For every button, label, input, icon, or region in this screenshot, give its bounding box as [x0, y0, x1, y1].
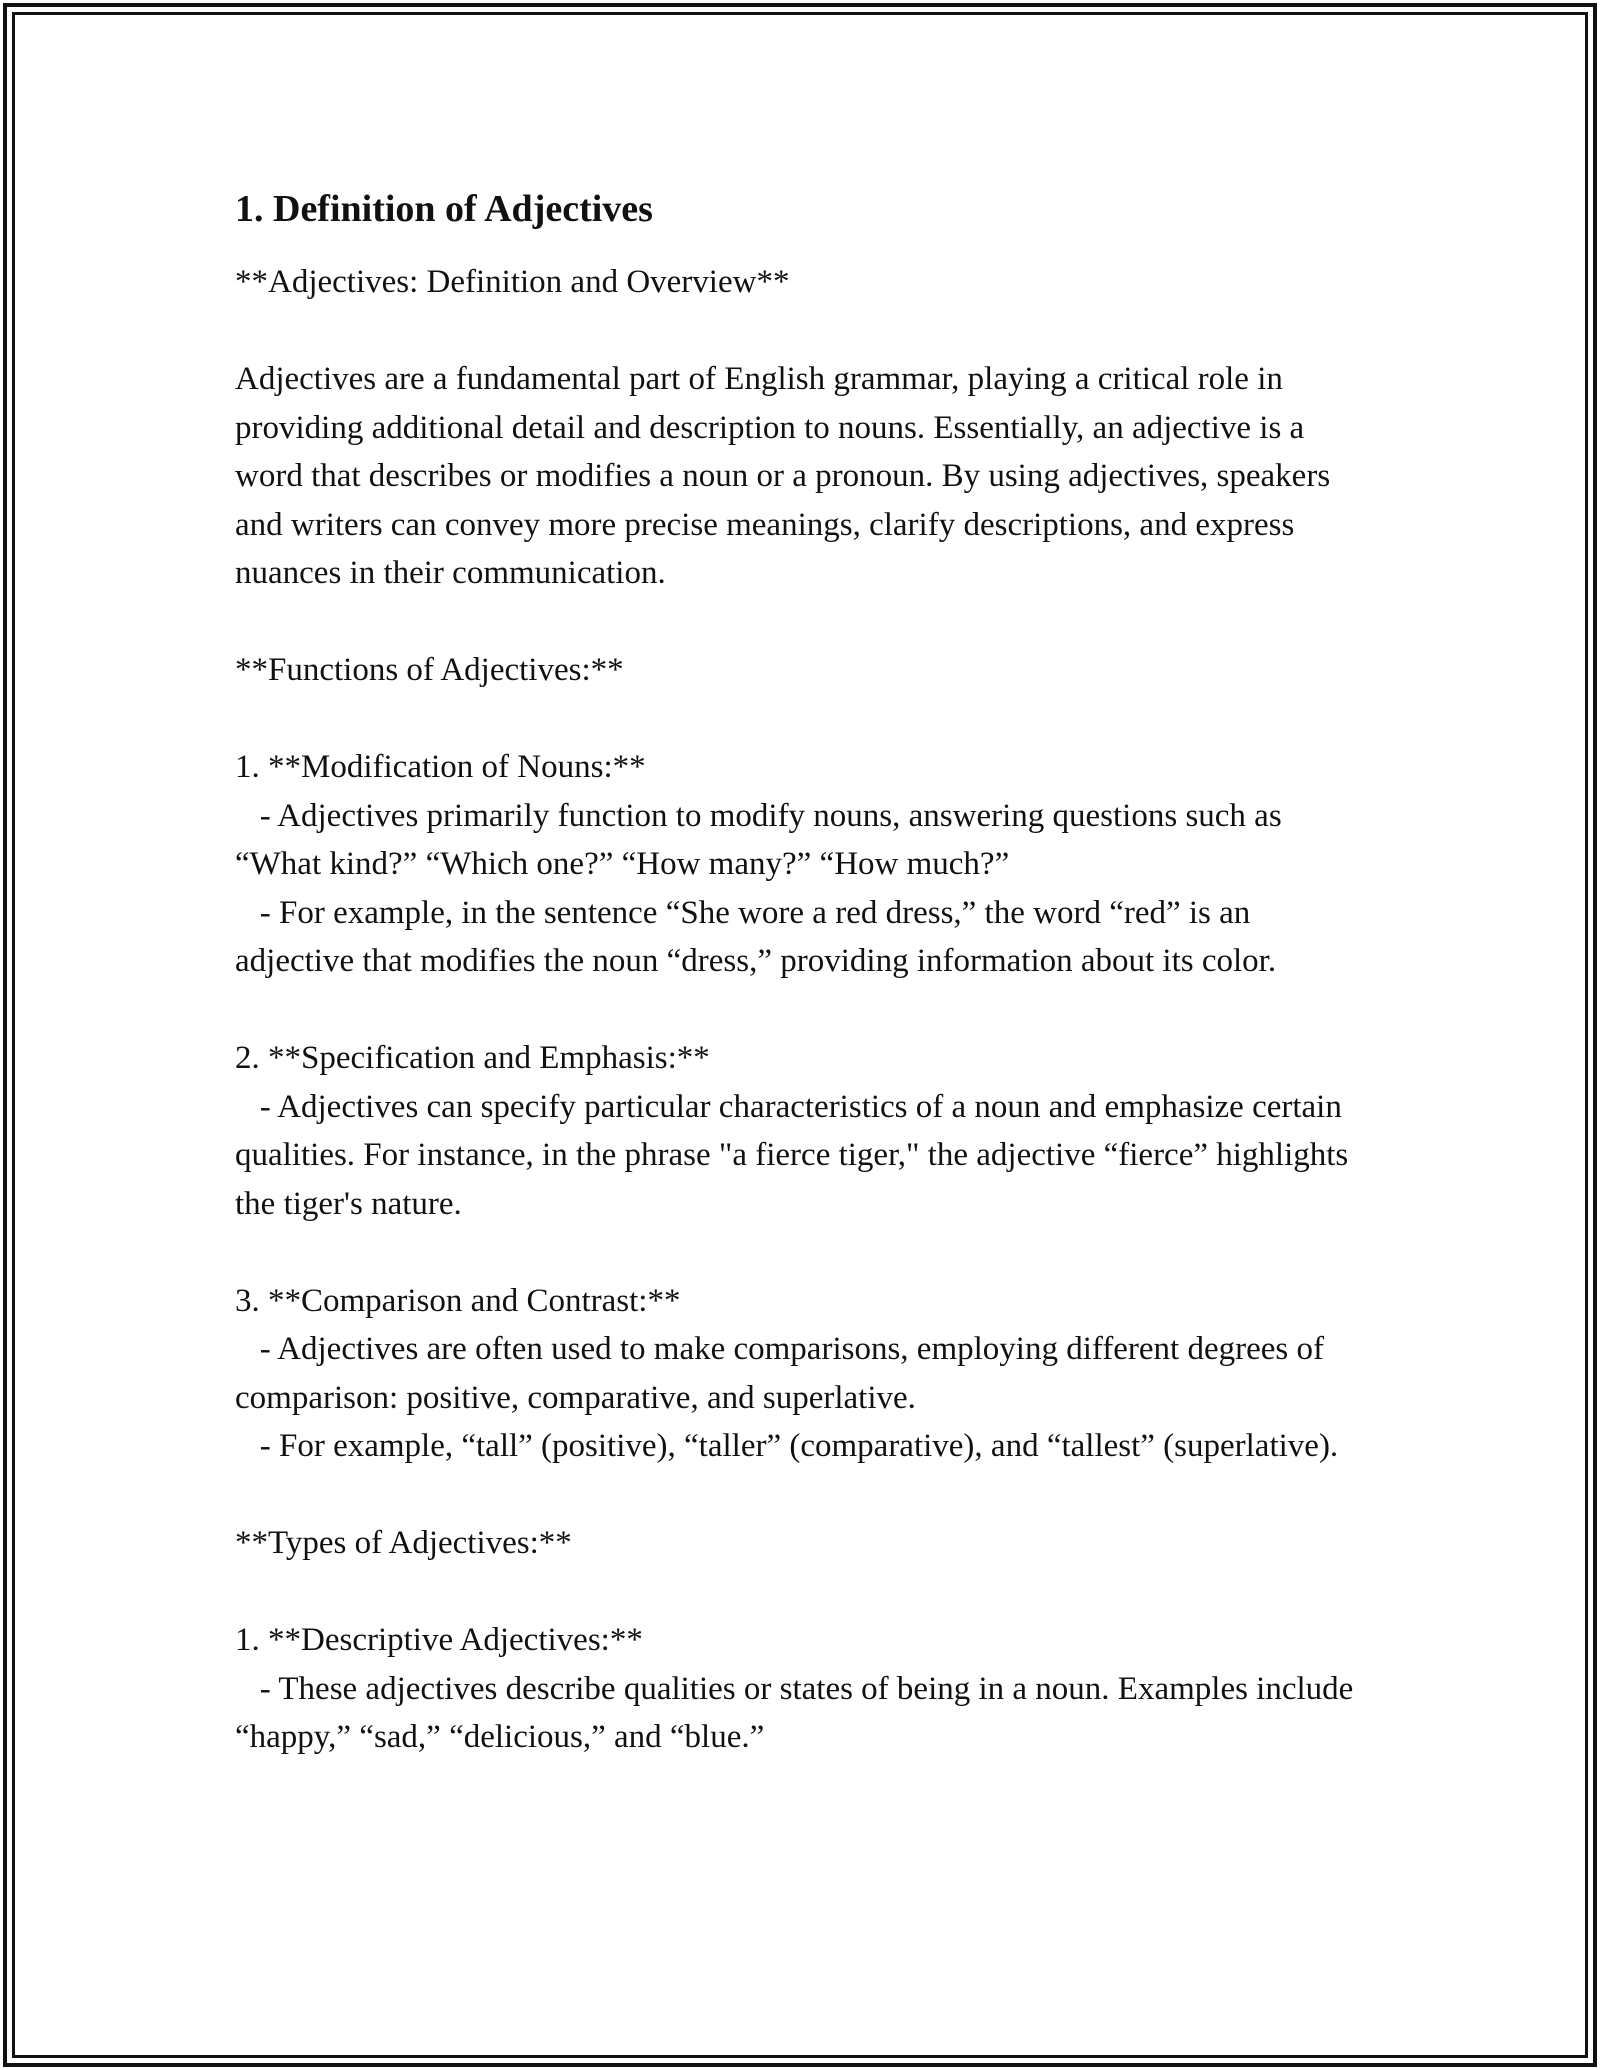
document-subtitle: **Adjectives: Definition and Overview** — [235, 264, 790, 300]
function-title: 2. **Specification and Emphasis:** — [235, 1040, 710, 1076]
blank-line — [235, 307, 1375, 356]
section-heading: 1. Definition of Adjectives — [235, 188, 653, 230]
function-point: - For example, “tall” (positive), “taller” (comparative), and “tallest” (superlative). — [235, 1428, 1339, 1464]
type-point: - These adjectives describe qualities or states of being in a noun. Examples include “happy,” “sad,” “delicious,” and “blue.” — [235, 1670, 1362, 1755]
types-heading: **Types of Adjectives:** — [235, 1525, 572, 1561]
function-point: - Adjectives are often used to make comparisons, employing different degrees of comparison: positive, comparative, and superlative. — [235, 1331, 1333, 1416]
functions-heading: **Functions of Adjectives:** — [235, 652, 624, 688]
blank-line — [235, 1471, 1375, 1520]
type-title: 1. **Descriptive Adjectives:** — [235, 1622, 643, 1658]
intro-paragraph: Adjectives are a fundamental part of English grammar, playing a critical role in providing additional detail and description to nouns. Essentially, an adjective is a word that describes or modifies a noun or a pronoun. By using adjectives, speakers and writers can convey more precise meanings, clarify descriptions, and express nuances in their communication. — [235, 361, 1339, 591]
function-point: - Adjectives primarily function to modify nouns, answering questions such as “What kind?” “Which one?” “How many?” “How much?” — [235, 797, 1290, 882]
function-title: 3. **Comparison and Contrast:** — [235, 1282, 681, 1319]
blank-line — [235, 598, 1375, 647]
blank-line — [235, 1568, 1375, 1617]
blank-line — [235, 695, 1375, 744]
function-title: 1. **Modification of Nouns:** — [235, 749, 646, 785]
blank-line — [235, 1228, 1375, 1277]
document-body — [235, 186, 1375, 1762]
function-point: - Adjectives can specify particular characteristics of a noun and emphasize certain qualities. For instance, in the phrase "a fierce tiger," the adjective “fierce” highlights the tiger's nature. — [235, 1088, 1357, 1222]
function-point: - For example, in the sentence “She wore a red dress,” the word “red” is an adjective that modifies the noun “dress,” providing information about its color. — [235, 894, 1277, 979]
blank-line — [235, 986, 1375, 1035]
